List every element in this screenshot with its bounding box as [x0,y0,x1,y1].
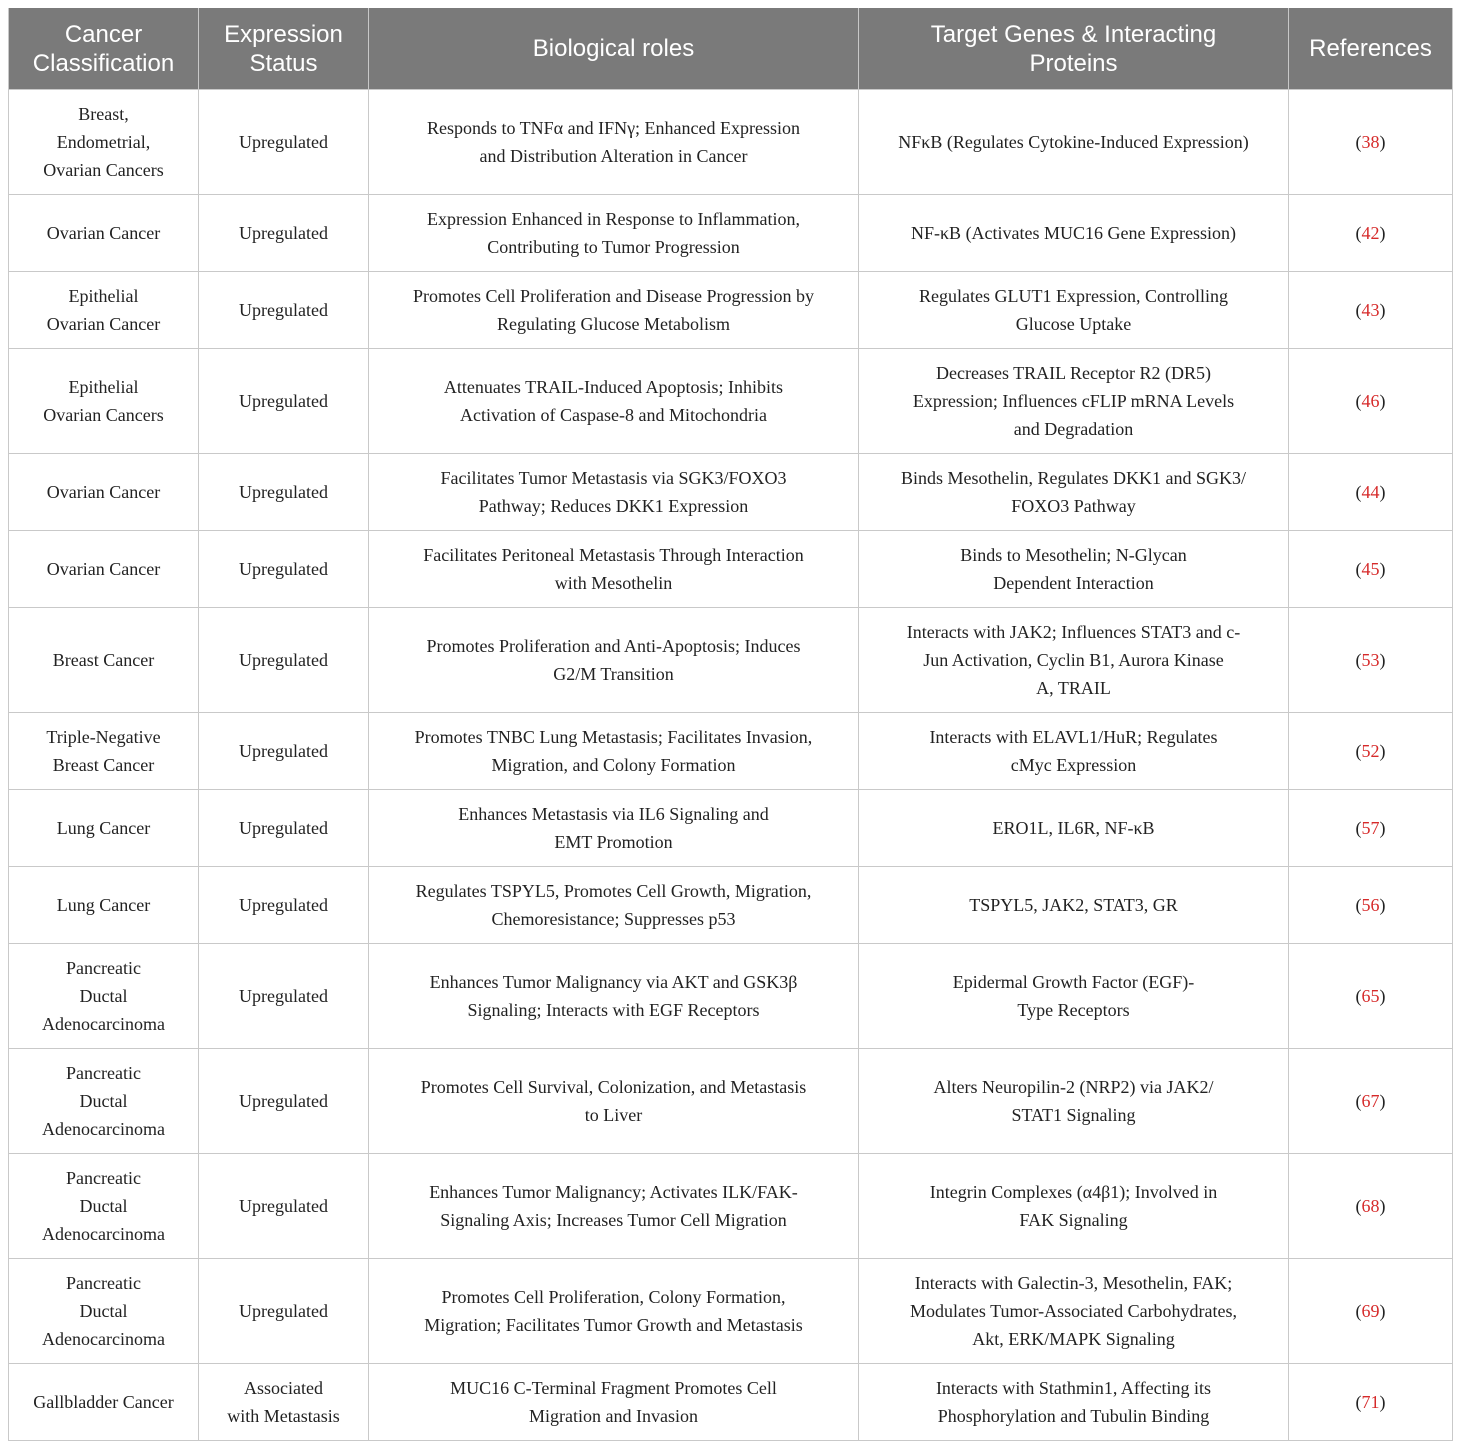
expression-status-cell: Upregulated [199,531,369,608]
reference-cell: (68) [1289,1154,1453,1259]
reference-link[interactable]: 42 [1361,223,1380,243]
reference-link[interactable]: 67 [1361,1091,1380,1111]
expression-status-cell: Upregulated [199,1154,369,1259]
table-row [9,1154,1453,1259]
table-row [9,790,1453,867]
reference-cell: (57) [1289,790,1453,867]
reference-cell: (43) [1289,272,1453,349]
target-genes-cell: Integrin Complexes (α4β1); Involved in FAK Signaling [859,1154,1289,1259]
reference-link[interactable]: 69 [1361,1301,1380,1321]
target-genes-cell: Binds to Mesothelin; N-Glycan Dependent Interaction [859,531,1289,608]
reference-link[interactable]: 65 [1361,986,1380,1006]
expression-status-cell: Upregulated [199,608,369,713]
target-genes-cell: Binds Mesothelin, Regulates DKK1 and SGK3/ FOXO3 Pathway [859,454,1289,531]
biological-roles-cell: Promotes Cell Survival, Colonization, and Metastasis to Liver [369,1049,859,1154]
expression-status-cell: Upregulated [199,272,369,349]
cancer-classification-cell: Ovarian Cancer [9,195,199,272]
cancer-classification-cell: Breast Cancer [9,608,199,713]
target-genes-cell: Epidermal Growth Factor (EGF)- Type Receptors [859,944,1289,1049]
reference-cell: (42) [1289,195,1453,272]
expression-status-cell: Associated with Metastasis [199,1364,369,1441]
target-genes-cell: TSPYL5, JAK2, STAT3, GR [859,867,1289,944]
cancer-classification-cell: Pancreatic Ductal Adenocarcinoma [9,944,199,1049]
reference-link[interactable]: 53 [1361,650,1380,670]
target-genes-cell: Regulates GLUT1 Expression, Controlling Glucose Uptake [859,272,1289,349]
target-genes-cell: Interacts with Galectin-3, Mesothelin, FAK; Modulates Tumor-Associated Carbohydrates, Akt, ERK/MAPK Signaling [859,1259,1289,1364]
target-genes-cell: Alters Neuropilin-2 (NRP2) via JAK2/ STAT1 Signaling [859,1049,1289,1154]
target-genes-cell: Interacts with ELAVL1/HuR; Regulates cMyc Expression [859,713,1289,790]
expression-status-cell: Upregulated [199,1259,369,1364]
reference-cell: (53) [1289,608,1453,713]
target-genes-cell: ERO1L, IL6R, NF-κB [859,790,1289,867]
reference-cell: (38) [1289,90,1453,195]
header-cancer-classification: Cancer Classification [9,8,199,90]
biological-roles-cell: Promotes Proliferation and Anti-Apoptosis; Induces G2/M Transition [369,608,859,713]
header-target-genes: Target Genes & Interacting Proteins [859,8,1289,90]
reference-link[interactable]: 71 [1361,1392,1380,1412]
header-row [9,8,1453,90]
table-row [9,272,1453,349]
table-row [9,349,1453,454]
cancer-classification-cell: Pancreatic Ductal Adenocarcinoma [9,1259,199,1364]
reference-link[interactable]: 44 [1361,482,1380,502]
target-genes-cell: NF-κB (Activates MUC16 Gene Expression) [859,195,1289,272]
cancer-classification-cell: Pancreatic Ductal Adenocarcinoma [9,1049,199,1154]
expression-status-cell: Upregulated [199,349,369,454]
reference-cell: (65) [1289,944,1453,1049]
target-genes-cell: NFκB (Regulates Cytokine-Induced Expression) [859,90,1289,195]
reference-cell: (46) [1289,349,1453,454]
biological-roles-cell: Facilitates Peritoneal Metastasis Through Interaction with Mesothelin [369,531,859,608]
biological-roles-cell: Promotes TNBC Lung Metastasis; Facilitates Invasion, Migration, and Colony Formation [369,713,859,790]
biological-roles-cell: MUC16 C-Terminal Fragment Promotes Cell Migration and Invasion [369,1364,859,1441]
reference-cell: (69) [1289,1259,1453,1364]
table-container [8,8,1452,1441]
cancer-classification-cell: Lung Cancer [9,867,199,944]
cancer-classification-cell: Epithelial Ovarian Cancers [9,349,199,454]
table-row [9,454,1453,531]
cancer-classification-cell: Breast, Endometrial, Ovarian Cancers [9,90,199,195]
table-row [9,608,1453,713]
cancer-classification-cell: Lung Cancer [9,790,199,867]
target-genes-cell: Interacts with JAK2; Influences STAT3 and c- Jun Activation, Cyclin B1, Aurora Kinase A, TRAIL [859,608,1289,713]
cancer-classification-cell: Gallbladder Cancer [9,1364,199,1441]
biological-roles-cell: Enhances Tumor Malignancy via AKT and GSK3β Signaling; Interacts with EGF Receptors [369,944,859,1049]
expression-status-cell: Upregulated [199,867,369,944]
reference-cell: (56) [1289,867,1453,944]
table-row [9,195,1453,272]
table-header [9,8,1453,90]
cancer-classification-cell: Triple-Negative Breast Cancer [9,713,199,790]
biological-roles-cell: Promotes Cell Proliferation and Disease Progression by Regulating Glucose Metabolism [369,272,859,349]
expression-status-cell: Upregulated [199,944,369,1049]
header-expression-status: Expression Status [199,8,369,90]
reference-cell: (44) [1289,454,1453,531]
biological-roles-cell: Regulates TSPYL5, Promotes Cell Growth, Migration, Chemoresistance; Suppresses p53 [369,867,859,944]
reference-link[interactable]: 38 [1361,132,1380,152]
expression-status-cell: Upregulated [199,195,369,272]
biological-roles-cell: Enhances Tumor Malignancy; Activates ILK/FAK- Signaling Axis; Increases Tumor Cell Migration [369,1154,859,1259]
cancer-classification-cell: Pancreatic Ductal Adenocarcinoma [9,1154,199,1259]
reference-link[interactable]: 45 [1361,559,1380,579]
reference-link[interactable]: 57 [1361,818,1380,838]
table-row [9,1049,1453,1154]
table-row [9,90,1453,195]
reference-cell: (71) [1289,1364,1453,1441]
reference-cell: (52) [1289,713,1453,790]
expression-status-cell: Upregulated [199,790,369,867]
reference-link[interactable]: 43 [1361,300,1380,320]
biological-roles-cell: Enhances Metastasis via IL6 Signaling and EMT Promotion [369,790,859,867]
biological-roles-cell: Attenuates TRAIL-Induced Apoptosis; Inhibits Activation of Caspase-8 and Mitochondria [369,349,859,454]
header-biological-roles: Biological roles [369,8,859,90]
expression-status-cell: Upregulated [199,1049,369,1154]
biological-roles-cell: Responds to TNFα and IFNγ; Enhanced Expression and Distribution Alteration in Cancer [369,90,859,195]
table-body [9,90,1453,1441]
expression-status-cell: Upregulated [199,713,369,790]
expression-status-cell: Upregulated [199,454,369,531]
table-row [9,867,1453,944]
cancer-classification-cell: Ovarian Cancer [9,531,199,608]
table-row [9,713,1453,790]
cancer-classification-cell: Ovarian Cancer [9,454,199,531]
biological-roles-cell: Expression Enhanced in Response to Inflammation, Contributing to Tumor Progression [369,195,859,272]
reference-link[interactable]: 46 [1361,391,1380,411]
cancer-classification-cell: Epithelial Ovarian Cancer [9,272,199,349]
biological-roles-cell: Promotes Cell Proliferation, Colony Formation, Migration; Facilitates Tumor Growth and Metastasis [369,1259,859,1364]
target-genes-cell: Interacts with Stathmin1, Affecting its Phosphorylation and Tubulin Binding [859,1364,1289,1441]
reference-link[interactable]: 68 [1361,1196,1380,1216]
table-row [9,1259,1453,1364]
data-table [8,8,1453,1441]
table-row [9,1364,1453,1441]
reference-link[interactable]: 52 [1361,741,1380,761]
table-row [9,531,1453,608]
expression-status-cell: Upregulated [199,90,369,195]
header-references: References [1289,8,1453,90]
reference-cell: (67) [1289,1049,1453,1154]
biological-roles-cell: Facilitates Tumor Metastasis via SGK3/FOXO3 Pathway; Reduces DKK1 Expression [369,454,859,531]
reference-link[interactable]: 56 [1361,895,1380,915]
reference-cell: (45) [1289,531,1453,608]
target-genes-cell: Decreases TRAIL Receptor R2 (DR5) Expression; Influences cFLIP mRNA Levels and Degradation [859,349,1289,454]
table-row [9,944,1453,1049]
